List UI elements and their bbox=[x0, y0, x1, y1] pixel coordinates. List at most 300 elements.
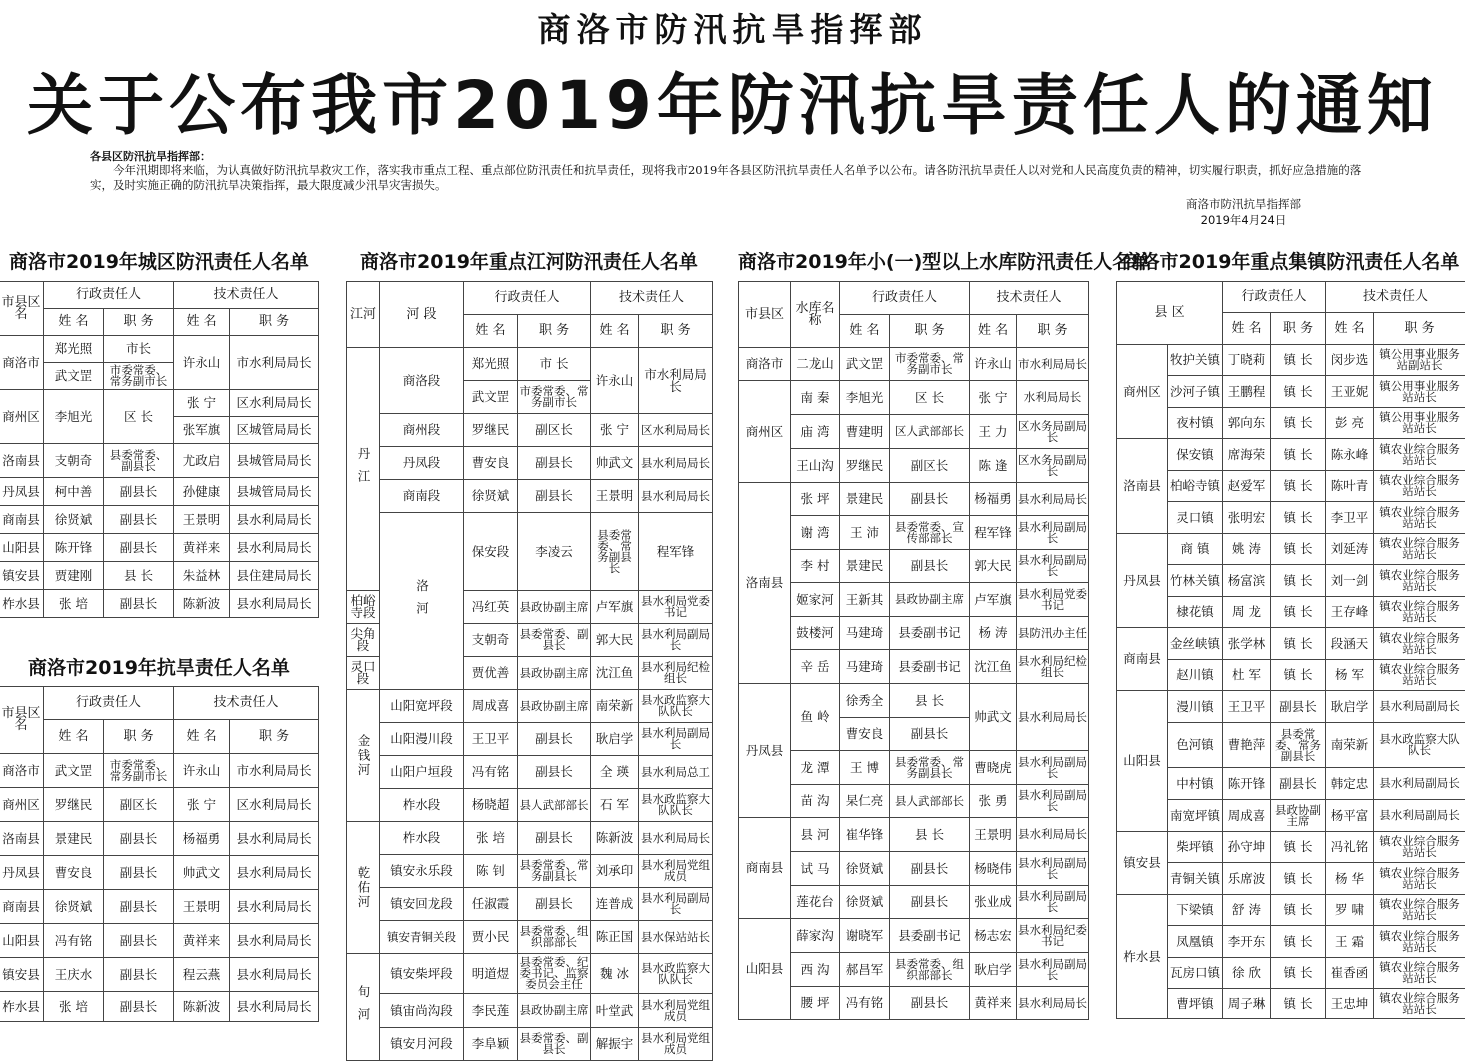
table-row bbox=[0, 754, 319, 788]
cell-tech-position: 县水利局副局长 bbox=[1374, 691, 1465, 723]
header-tech: 技术责任人 bbox=[591, 282, 713, 315]
cell-tech-name: 黄祥来 bbox=[174, 534, 230, 562]
cell-admin-position: 镇 长 bbox=[1271, 863, 1326, 895]
cell-admin-name: 郑光照 bbox=[44, 336, 104, 363]
cell-tech-position: 县水利局纪委书记 bbox=[1017, 919, 1089, 953]
cell-tech-position: 县水利局副局长 bbox=[1017, 886, 1089, 919]
cell-town: 漫川镇 bbox=[1168, 691, 1223, 723]
cell-admin-position: 镇 长 bbox=[1271, 471, 1326, 502]
cell-admin-position: 县政协副主席 bbox=[518, 657, 591, 690]
cell-reservoir: 薛家沟 bbox=[791, 919, 840, 953]
cell-tech-position: 镇农业综合服务站站长 bbox=[1374, 628, 1465, 660]
cell-river: 金钱河 bbox=[347, 690, 380, 822]
cell-admin-position: 副县长 bbox=[104, 856, 174, 890]
signature-date: 2019年4月24日 bbox=[1186, 212, 1301, 228]
header-position: 职 务 bbox=[1271, 313, 1326, 345]
header-admin: 行政责任人 bbox=[1223, 282, 1326, 313]
cell-tech-name: 王忠坤 bbox=[1326, 989, 1374, 1019]
drought-table-title: 商洛市2019年抗旱责任人名单 bbox=[0, 653, 318, 680]
cell-town: 赵川镇 bbox=[1168, 660, 1223, 691]
cell-county: 丹凤县 bbox=[739, 684, 791, 818]
cell-admin-position: 区人武部部长 bbox=[890, 415, 970, 449]
cell-tech-name: 尤政启 bbox=[174, 444, 230, 478]
cell-tech-name: 王景明 bbox=[174, 890, 230, 924]
cell-admin-name: 景建民 bbox=[840, 483, 890, 516]
cell-town: 瓦房口镇 bbox=[1168, 958, 1223, 989]
cell-admin-name: 柯中善 bbox=[44, 478, 104, 506]
cell-reservoir: 张 坪 bbox=[791, 483, 840, 516]
cell-admin-name: 崔华锋 bbox=[840, 818, 890, 852]
cell-admin-position: 县委常委、组织部部长 bbox=[518, 921, 591, 954]
cell-admin-name: 徐 欣 bbox=[1223, 958, 1271, 989]
cell-admin-position: 镇 长 bbox=[1271, 660, 1326, 691]
cell-tech-name: 叶堂武 bbox=[591, 994, 639, 1028]
cell-reservoir: 王山沟 bbox=[791, 449, 840, 483]
cell-admin-name: 王卫平 bbox=[1223, 691, 1271, 723]
cell-town: 商 镇 bbox=[1168, 534, 1223, 565]
cell-tech-position: 区水务局副局长 bbox=[1017, 449, 1089, 483]
cell-admin-name: 明道煜 bbox=[464, 954, 518, 994]
table-row bbox=[1117, 345, 1465, 376]
cell-tech-position: 镇农业综合服务站站长 bbox=[1374, 565, 1465, 597]
cell-tech-position: 县水利局局长 bbox=[230, 590, 319, 618]
cell-county: 商南县 bbox=[0, 506, 44, 534]
cell-tech-name: 张军旗 bbox=[174, 417, 230, 444]
cell-section: 保安段 bbox=[464, 513, 518, 591]
cell-admin-name: 杲仁亮 bbox=[840, 785, 890, 818]
cell-admin-position: 县委副书记 bbox=[890, 650, 970, 684]
cell-admin-position: 县委常委、组织部部长 bbox=[890, 953, 970, 987]
cell-admin-position: 镇 长 bbox=[1271, 565, 1326, 597]
cell-admin-position: 县委常委、副县长 bbox=[104, 444, 174, 478]
reservoirs-table-title: 商洛市2019年小(一)型以上水库防汛责任人名单 bbox=[738, 247, 1088, 274]
cell-admin-position: 县委常委、常务副县长 bbox=[1271, 723, 1326, 768]
cell-tech-name: 刘一剑 bbox=[1326, 565, 1374, 597]
cell-admin-position: 副区长 bbox=[104, 788, 174, 822]
table-row bbox=[1117, 832, 1465, 863]
cell-tech-position: 镇农业综合服务站站长 bbox=[1374, 958, 1465, 989]
cell-tech-name: 张业成 bbox=[970, 886, 1017, 919]
cell-county: 商州区 bbox=[739, 381, 791, 483]
cell-section: 灵口段 bbox=[347, 657, 380, 690]
header-tech: 技术责任人 bbox=[174, 282, 319, 309]
cell-admin-position: 副县长 bbox=[104, 992, 174, 1022]
cell-admin-position: 副县长 bbox=[518, 447, 591, 480]
table-row bbox=[1117, 471, 1465, 502]
cell-section: 镇安回龙段 bbox=[380, 888, 464, 921]
cell-reservoir: 姬家河 bbox=[791, 583, 840, 617]
cell-tech-position: 区水务局副局长 bbox=[1017, 415, 1089, 449]
table-row bbox=[0, 478, 319, 506]
cell-section: 镇安永乐段 bbox=[380, 855, 464, 888]
cell-county: 商南县 bbox=[739, 818, 791, 919]
table-row bbox=[739, 483, 1089, 516]
cell-county: 丹凤县 bbox=[0, 478, 44, 506]
table-row bbox=[739, 348, 1089, 381]
cell-tech-position: 县水利局纪检组长 bbox=[639, 657, 713, 690]
cell-tech-position: 县水利局副局长 bbox=[1017, 516, 1089, 550]
cell-admin-name: 罗继民 bbox=[840, 449, 890, 483]
cell-tech-position: 镇农业综合服务站站长 bbox=[1374, 597, 1465, 628]
cell-tech-name: 杨平富 bbox=[1326, 800, 1374, 832]
cell-tech-name: 杨晓伟 bbox=[970, 852, 1017, 886]
cell-admin-position: 副县长 bbox=[890, 718, 970, 751]
cell-tech-name: 卢军旗 bbox=[970, 583, 1017, 617]
cell-admin-name: 孙守坤 bbox=[1223, 832, 1271, 863]
cell-admin-name: 任淑霞 bbox=[464, 888, 518, 921]
table-row bbox=[0, 890, 319, 924]
cell-tech-position: 县水政监察大队队长 bbox=[1374, 723, 1465, 768]
cell-reservoir: 庙 湾 bbox=[791, 415, 840, 449]
cell-tech-position: 镇农业综合服务站站长 bbox=[1374, 660, 1465, 691]
cell-tech-name: 杨 涛 bbox=[970, 617, 1017, 650]
cell-county: 丹凤县 bbox=[1117, 534, 1168, 628]
cell-admin-name: 杨晓超 bbox=[464, 789, 518, 822]
table-row bbox=[0, 336, 319, 363]
cell-admin-name: 武文罡 bbox=[464, 381, 518, 414]
cell-river: 旬河 bbox=[347, 954, 380, 1061]
cell-tech-position: 区城管局局长 bbox=[230, 417, 319, 444]
cell-tech-name: 王 霜 bbox=[1326, 926, 1374, 958]
cell-tech-position: 县水利局党委书记 bbox=[639, 591, 713, 624]
cell-admin-position: 县委常委、纪委书记、监察委员会主任 bbox=[518, 954, 591, 994]
table-row bbox=[739, 751, 1089, 785]
table-row bbox=[347, 756, 713, 789]
header-tech: 技术责任人 bbox=[174, 687, 319, 720]
table-row bbox=[1117, 439, 1465, 471]
cell-tech-name: 卢军旗 bbox=[591, 591, 639, 624]
table-row bbox=[1117, 989, 1465, 1019]
cell-admin-name: 席海荣 bbox=[1223, 439, 1271, 471]
rivers-table-title: 商洛市2019年重点江河防汛责任人名单 bbox=[346, 247, 712, 274]
cell-section: 镇安柴坪段 bbox=[380, 954, 464, 994]
table-row bbox=[0, 822, 319, 856]
header-position: 职 务 bbox=[518, 315, 591, 348]
cell-admin-name: 冯有铭 bbox=[44, 924, 104, 958]
header-tech: 技术责任人 bbox=[1326, 282, 1465, 313]
cell-admin-name: 杨富滨 bbox=[1223, 565, 1271, 597]
cell-admin-position: 镇 长 bbox=[1271, 832, 1326, 863]
table-row bbox=[347, 954, 713, 994]
cell-tech-position: 县水利局副局长 bbox=[1017, 852, 1089, 886]
cell-river: 乾佑河 bbox=[347, 822, 380, 954]
cell-admin-name: 徐贤斌 bbox=[840, 886, 890, 919]
cell-admin-position: 镇 长 bbox=[1271, 502, 1326, 534]
cell-tech-name: 张 宁 bbox=[970, 381, 1017, 415]
table-row bbox=[1117, 926, 1465, 958]
cell-town: 夜村镇 bbox=[1168, 408, 1223, 439]
cell-tech-position: 镇公用事业服务站站长 bbox=[1374, 408, 1465, 439]
cell-admin-name: 冯红英 bbox=[464, 591, 518, 624]
cell-tech-position: 县水利局总工 bbox=[639, 756, 713, 789]
cell-tech-name: 帅武文 bbox=[970, 684, 1017, 751]
table-row bbox=[1117, 800, 1465, 832]
cell-tech-position: 县水利局纪检组长 bbox=[1017, 650, 1089, 684]
table-row bbox=[347, 888, 713, 921]
cell-tech-position: 县水利局副局长 bbox=[1017, 953, 1089, 987]
cell-tech-position: 县水利局局长 bbox=[230, 890, 319, 924]
cell-admin-name: 郭向东 bbox=[1223, 408, 1271, 439]
header-admin: 行政责任人 bbox=[44, 687, 174, 720]
cell-admin-name: 李民莲 bbox=[464, 994, 518, 1028]
cell-admin-name: 徐贤斌 bbox=[44, 890, 104, 924]
cell-town: 棣花镇 bbox=[1168, 597, 1223, 628]
cell-admin-position: 副县长 bbox=[104, 890, 174, 924]
cell-admin-position: 副县长 bbox=[518, 723, 591, 756]
cell-tech-name: 陈叶青 bbox=[1326, 471, 1374, 502]
cell-county: 洛南县 bbox=[1117, 439, 1168, 534]
cell-tech-name: 黄祥来 bbox=[970, 987, 1017, 1020]
cell-section: 商南段 bbox=[380, 480, 464, 513]
notice-title: 关于公布我市2019年防汛抗旱责任人的通知 bbox=[0, 52, 1465, 147]
cell-admin-position: 县 长 bbox=[104, 562, 174, 590]
cell-tech-name: 杨福勇 bbox=[970, 483, 1017, 516]
cell-tech-name: 程军锋 bbox=[639, 513, 713, 591]
table-row bbox=[347, 921, 713, 954]
cell-county: 丹凤县 bbox=[0, 856, 44, 890]
table-row bbox=[739, 953, 1089, 987]
cell-tech-name: 杨 军 bbox=[1326, 660, 1374, 691]
cell-admin-name: 曹艳萍 bbox=[1223, 723, 1271, 768]
table-row bbox=[739, 583, 1089, 617]
cell-admin-name: 周成喜 bbox=[464, 690, 518, 723]
cell-town: 保安镇 bbox=[1168, 439, 1223, 471]
cell-county: 山阳县 bbox=[0, 534, 44, 562]
cell-admin-name: 谢晓军 bbox=[840, 919, 890, 953]
header-tech: 技术责任人 bbox=[970, 282, 1089, 315]
cell-admin-name: 支朝奇 bbox=[464, 624, 518, 657]
cell-tech-position: 市水利局局长 bbox=[230, 754, 319, 788]
cell-river: 丹江 bbox=[347, 348, 380, 591]
cell-admin-position: 县委常委、副县长 bbox=[518, 624, 591, 657]
cell-tech-position: 县水利局局长 bbox=[1017, 987, 1089, 1020]
header-name: 姓 名 bbox=[1223, 313, 1271, 345]
cell-town: 柴坪镇 bbox=[1168, 832, 1223, 863]
signature-block bbox=[1186, 196, 1301, 228]
cell-admin-position: 副县长 bbox=[890, 550, 970, 583]
cell-admin-position: 副县长 bbox=[104, 478, 174, 506]
cell-admin-name: 马建琦 bbox=[840, 650, 890, 684]
table-row bbox=[0, 534, 319, 562]
header-county: 市县区 bbox=[739, 282, 791, 348]
cell-tech-position: 镇农业综合服务站站长 bbox=[1374, 502, 1465, 534]
cell-admin-position: 县政协副主席 bbox=[1271, 800, 1326, 832]
table-row bbox=[1117, 958, 1465, 989]
cell-tech-position: 县水利局副局长 bbox=[639, 723, 713, 756]
header-county: 市县区名 bbox=[0, 282, 44, 336]
cell-tech-name: 陈新波 bbox=[174, 590, 230, 618]
cell-tech-name: 崔香函 bbox=[1326, 958, 1374, 989]
table-row bbox=[1117, 502, 1465, 534]
table-row bbox=[1117, 628, 1465, 660]
table-row bbox=[0, 444, 319, 478]
cell-admin-position: 县 长 bbox=[890, 684, 970, 718]
cell-admin-name: 景建民 bbox=[44, 822, 104, 856]
table-row bbox=[739, 650, 1089, 684]
cell-admin-name: 徐贤斌 bbox=[44, 506, 104, 534]
salutation: 各县区防汛抗旱指挥部： bbox=[90, 148, 211, 164]
cell-county: 商州区 bbox=[0, 788, 44, 822]
cell-admin-name: 王 博 bbox=[840, 751, 890, 785]
cell-admin-name: 徐贤斌 bbox=[464, 480, 518, 513]
cell-admin-position: 副县长 bbox=[518, 480, 591, 513]
cell-tech-position: 县城管局局长 bbox=[230, 444, 319, 478]
header-reservoir: 水库名称 bbox=[791, 282, 840, 348]
cell-admin-name: 张学林 bbox=[1223, 628, 1271, 660]
cell-county: 洛南县 bbox=[0, 444, 44, 478]
cell-county: 洛南县 bbox=[0, 822, 44, 856]
cell-tech-name: 郭大民 bbox=[591, 624, 639, 657]
cell-admin-name: 武文罡 bbox=[44, 754, 104, 788]
cell-admin-position: 县政协副主席 bbox=[518, 994, 591, 1028]
cell-tech-name: 杨福勇 bbox=[174, 822, 230, 856]
cell-admin-position: 副县长 bbox=[890, 886, 970, 919]
cell-reservoir: 鱼 岭 bbox=[791, 684, 840, 751]
cell-town: 竹林关镇 bbox=[1168, 565, 1223, 597]
issuing-organization: 商洛市防汛抗旱指挥部 bbox=[0, 4, 1465, 51]
cell-admin-name: 武文罡 bbox=[44, 363, 104, 390]
cell-admin-name: 曹安良 bbox=[44, 856, 104, 890]
cell-admin-name: 乐席波 bbox=[1223, 863, 1271, 895]
table-row bbox=[1117, 597, 1465, 628]
table-row bbox=[739, 516, 1089, 550]
header-position: 职 务 bbox=[639, 315, 713, 348]
cell-tech-name: 曹晓虎 bbox=[970, 751, 1017, 785]
header-position: 职 务 bbox=[890, 315, 970, 348]
cell-admin-position: 镇 长 bbox=[1271, 534, 1326, 565]
cell-admin-name: 张 培 bbox=[464, 822, 518, 855]
table-row bbox=[347, 723, 713, 756]
header-position: 职 务 bbox=[104, 309, 174, 336]
cell-reservoir: 试 马 bbox=[791, 852, 840, 886]
cell-reservoir: 西 沟 bbox=[791, 953, 840, 987]
table-row bbox=[0, 958, 319, 992]
cell-admin-position: 市委常委、常务副市长 bbox=[104, 363, 174, 390]
urban-table bbox=[0, 281, 319, 618]
cell-tech-position: 县水利局局长 bbox=[639, 447, 713, 480]
cell-tech-name: 陈新波 bbox=[591, 822, 639, 855]
cell-admin-name: 徐秀全 bbox=[840, 684, 890, 718]
cell-section: 商州段 bbox=[380, 414, 464, 447]
cell-tech-name: 闵步选 bbox=[1326, 345, 1374, 376]
table-row bbox=[1117, 565, 1465, 597]
cell-admin-position: 镇 长 bbox=[1271, 628, 1326, 660]
cell-tech-position: 县水政监察大队队长 bbox=[639, 789, 713, 822]
table-row bbox=[0, 856, 319, 890]
cell-tech-name: 罗 啸 bbox=[1326, 895, 1374, 926]
cell-tech-position: 水利局局长 bbox=[1017, 381, 1089, 415]
cell-tech-name: 石 军 bbox=[591, 789, 639, 822]
cell-tech-position: 县水利局局长 bbox=[230, 924, 319, 958]
cell-section: 镇宙尚沟段 bbox=[380, 994, 464, 1028]
table-row bbox=[1117, 660, 1465, 691]
cell-admin-name: 贾优善 bbox=[464, 657, 518, 690]
cell-admin-position: 镇 长 bbox=[1271, 345, 1326, 376]
table-row bbox=[739, 852, 1089, 886]
cell-admin-name: 冯有铭 bbox=[840, 987, 890, 1020]
table-row bbox=[347, 414, 713, 447]
cell-admin-position: 副县长 bbox=[1271, 691, 1326, 723]
cell-county: 山阳县 bbox=[0, 924, 44, 958]
cell-tech-name: 耿启学 bbox=[591, 723, 639, 756]
cell-tech-position: 市水利局局长 bbox=[639, 348, 713, 414]
cell-tech-position: 区水利局局长 bbox=[230, 390, 319, 417]
header-position: 职 务 bbox=[230, 309, 319, 336]
cell-reservoir: 莲花台 bbox=[791, 886, 840, 919]
table-row bbox=[1117, 376, 1465, 408]
cell-reservoir: 腰 坪 bbox=[791, 987, 840, 1020]
table-row bbox=[739, 785, 1089, 818]
cell-section: 山阳漫川段 bbox=[380, 723, 464, 756]
cell-tech-position: 县住建局局长 bbox=[230, 562, 319, 590]
table-row bbox=[739, 449, 1089, 483]
cell-admin-position: 副县长 bbox=[890, 987, 970, 1020]
cell-tech-name: 全 瑛 bbox=[591, 756, 639, 789]
header-position: 职 务 bbox=[230, 720, 319, 754]
cell-tech-position: 县水利局局长 bbox=[230, 534, 319, 562]
table-row bbox=[347, 789, 713, 822]
table-row bbox=[1117, 534, 1465, 565]
cell-tech-position: 县水利局副局长 bbox=[1374, 768, 1465, 800]
cell-admin-name: 李开东 bbox=[1223, 926, 1271, 958]
cell-tech-name: 许永山 bbox=[174, 754, 230, 788]
cell-county: 镇安县 bbox=[1117, 832, 1168, 895]
cell-tech-position: 镇农业综合服务站站长 bbox=[1374, 832, 1465, 863]
cell-admin-position: 区 长 bbox=[104, 390, 174, 444]
cell-tech-name: 魏 冰 bbox=[591, 954, 639, 994]
cell-admin-position: 副县长 bbox=[890, 483, 970, 516]
cell-tech-name: 解振宇 bbox=[591, 1028, 639, 1061]
cell-tech-position: 镇农业综合服务站站长 bbox=[1374, 926, 1465, 958]
cell-admin-name: 曹安良 bbox=[840, 718, 890, 751]
cell-admin-position: 县委副书记 bbox=[890, 617, 970, 650]
cell-admin-name: 李旭光 bbox=[44, 390, 104, 444]
header-position: 职 务 bbox=[1017, 315, 1089, 348]
cell-tech-name: 王存峰 bbox=[1326, 597, 1374, 628]
cell-tech-name: 南荣新 bbox=[1326, 723, 1374, 768]
cell-admin-name: 周子琳 bbox=[1223, 989, 1271, 1019]
cell-tech-name: 冯礼铭 bbox=[1326, 832, 1374, 863]
cell-tech-position: 县水利局党委书记 bbox=[1017, 583, 1089, 617]
cell-tech-position: 县水利局副局长 bbox=[1374, 800, 1465, 832]
cell-section: 山阳户垣段 bbox=[380, 756, 464, 789]
table-row bbox=[739, 381, 1089, 415]
header-county: 市县区名 bbox=[0, 687, 44, 754]
table-row bbox=[1117, 408, 1465, 439]
cell-tech-position: 镇农业综合服务站站长 bbox=[1374, 534, 1465, 565]
cell-county: 镇安县 bbox=[0, 562, 44, 590]
cell-town: 青铜关镇 bbox=[1168, 863, 1223, 895]
cell-admin-name: 王庆水 bbox=[44, 958, 104, 992]
cell-admin-position: 镇 长 bbox=[1271, 989, 1326, 1019]
cell-admin-position: 镇 长 bbox=[1271, 895, 1326, 926]
table-row bbox=[0, 390, 319, 417]
cell-tech-position: 县水政监察大队队长 bbox=[639, 954, 713, 994]
cell-county: 商南县 bbox=[0, 890, 44, 924]
cell-admin-position: 市 长 bbox=[518, 348, 591, 381]
cell-admin-position: 副县长 bbox=[104, 506, 174, 534]
cell-admin-name: 郑光照 bbox=[464, 348, 518, 381]
cell-tech-position: 镇农业综合服务站站长 bbox=[1374, 471, 1465, 502]
cell-admin-name: 张 培 bbox=[44, 992, 104, 1022]
header-name: 姓 名 bbox=[464, 315, 518, 348]
table-row bbox=[739, 987, 1089, 1020]
cell-tech-name: 王景明 bbox=[174, 506, 230, 534]
cell-county: 山阳县 bbox=[739, 919, 791, 1020]
cell-tech-name: 张 宁 bbox=[174, 390, 230, 417]
cell-admin-name: 徐贤斌 bbox=[840, 852, 890, 886]
cell-admin-position: 副县长 bbox=[890, 852, 970, 886]
